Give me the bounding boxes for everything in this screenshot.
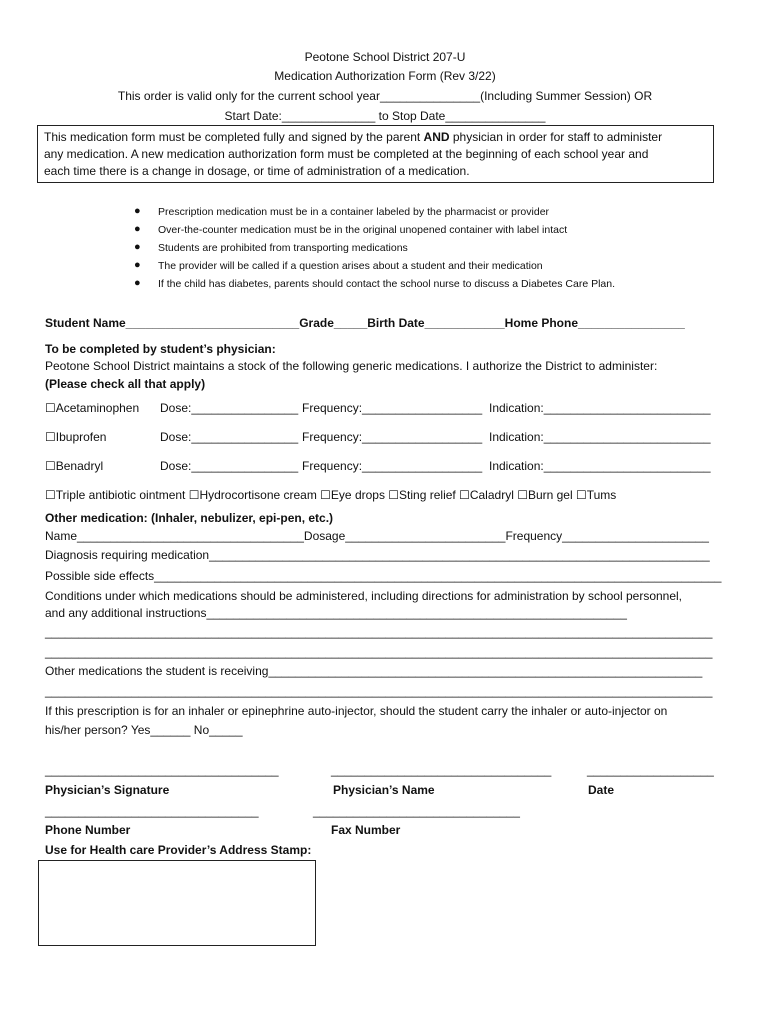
benadryl-dose-field[interactable]: Dose:________________	[160, 459, 299, 473]
bullet-icon: ●	[134, 277, 141, 289]
form-title: Medication Authorization Form (Rev 3/22)	[274, 69, 496, 83]
stock-text: Peotone School District maintains a stock of the following generic medications. I authorize the District to administer:	[45, 359, 658, 373]
physician-name-field[interactable]: _________________________________	[331, 763, 552, 777]
date-range-line[interactable]: Start Date:______________ to Stop Date_______________	[224, 109, 546, 123]
notice-line-1: This medication form must be completed fully and signed by the parent AND physician in order for staff to administer	[44, 130, 663, 144]
other-med-name-line[interactable]: Name__________________________________Dosage________________________Frequency______________________	[45, 529, 709, 543]
notice-box	[37, 125, 714, 183]
notice-line-2: any medication. A new medication authorization form must be completed at the beginning of each school year and	[44, 147, 649, 161]
bullet-icon: ●	[134, 223, 141, 235]
address-stamp-box[interactable]	[38, 860, 316, 946]
notice-line-3: each time there is a change in dosage, or time of administration of a medication.	[44, 164, 470, 178]
fax-number-label: Fax Number	[331, 823, 401, 837]
inhaler-question-line-2[interactable]: his/her person? Yes______ No_____	[45, 723, 243, 737]
other-medication-heading: Other medication: (Inhaler, nebulizer, epi-pen, etc.)	[45, 511, 334, 525]
blank-line[interactable]: ____________________________________________________________________________________________________	[45, 645, 713, 659]
benadryl-indication-field[interactable]: Indication:_________________________	[489, 459, 711, 473]
ibuprofen-indication-field[interactable]: Indication:_________________________	[489, 430, 711, 444]
district-title: Peotone School District 207-U	[304, 50, 466, 64]
ibuprofen-frequency-field[interactable]: Frequency:__________________	[302, 430, 483, 444]
inhaler-question-line-1: If this prescription is for an inhaler or epinephrine auto-injector, should the student carry the inhaler or auto-injector on	[45, 704, 668, 718]
phone-number-field[interactable]: ________________________________	[45, 804, 259, 818]
address-stamp-label: Use for Health care Provider’s Address Stamp:	[45, 843, 312, 857]
bullet-icon: ●	[134, 259, 141, 271]
validity-line[interactable]: This order is valid only for the current school year_______________(Including Summer Session) OR	[117, 89, 653, 103]
side-effects-line[interactable]: Possible side effects_____________________________________________________________________________________	[45, 569, 722, 583]
physician-name-label: Physician’s Name	[333, 783, 435, 797]
physician-heading: To be completed by student’s physician:	[45, 342, 276, 356]
date-field[interactable]: ___________________	[587, 763, 714, 777]
benadryl-checkbox[interactable]: ☐Benadryl	[45, 459, 104, 473]
conditions-line-1: Conditions under which medications should be administered, including directions for administration by school personnel,	[45, 589, 683, 603]
phone-number-label: Phone Number	[45, 823, 131, 837]
fax-number-field[interactable]: _______________________________	[313, 804, 520, 818]
acetaminophen-checkbox[interactable]: ☐Acetaminophen	[45, 401, 140, 415]
diagnosis-line[interactable]: Diagnosis requiring medication___________________________________________________________________________	[45, 548, 710, 562]
physician-signature-field[interactable]: ___________________________________	[45, 763, 279, 777]
ibuprofen-dose-field[interactable]: Dose:________________	[160, 430, 299, 444]
benadryl-frequency-field[interactable]: Frequency:__________________	[302, 459, 483, 473]
bullet-icon: ●	[134, 241, 141, 253]
other-stock-checkboxes[interactable]: ☐Triple antibiotic ointment ☐Hydrocortisone cream ☐Eye drops ☐Sting relief ☐Caladryl ☐Burn gel ☐Tums	[45, 488, 617, 502]
other-meds-receiving-line[interactable]: Other medications the student is receiving_________________________________________________________________	[45, 664, 703, 678]
blank-line[interactable]: ____________________________________________________________________________________________________	[45, 625, 713, 639]
check-all-note: (Please check all that apply)	[45, 377, 206, 391]
student-info-line[interactable]: Student Name__________________________Grade_____Birth Date____________Home Phone________________	[45, 316, 685, 330]
bullet-icon: ●	[134, 205, 141, 217]
blank-line[interactable]: ____________________________________________________________________________________________________	[45, 684, 713, 698]
conditions-line-2[interactable]: and any additional instructions_______________________________________________________________	[45, 606, 627, 620]
ibuprofen-checkbox[interactable]: ☐Ibuprofen	[45, 430, 107, 444]
acetaminophen-dose-field[interactable]: Dose:________________	[160, 401, 299, 415]
physician-signature-label: Physician’s Signature	[45, 783, 170, 797]
date-label: Date	[588, 783, 615, 797]
acetaminophen-frequency-field[interactable]: Frequency:__________________	[302, 401, 483, 415]
acetaminophen-indication-field[interactable]: Indication:_________________________	[489, 401, 711, 415]
